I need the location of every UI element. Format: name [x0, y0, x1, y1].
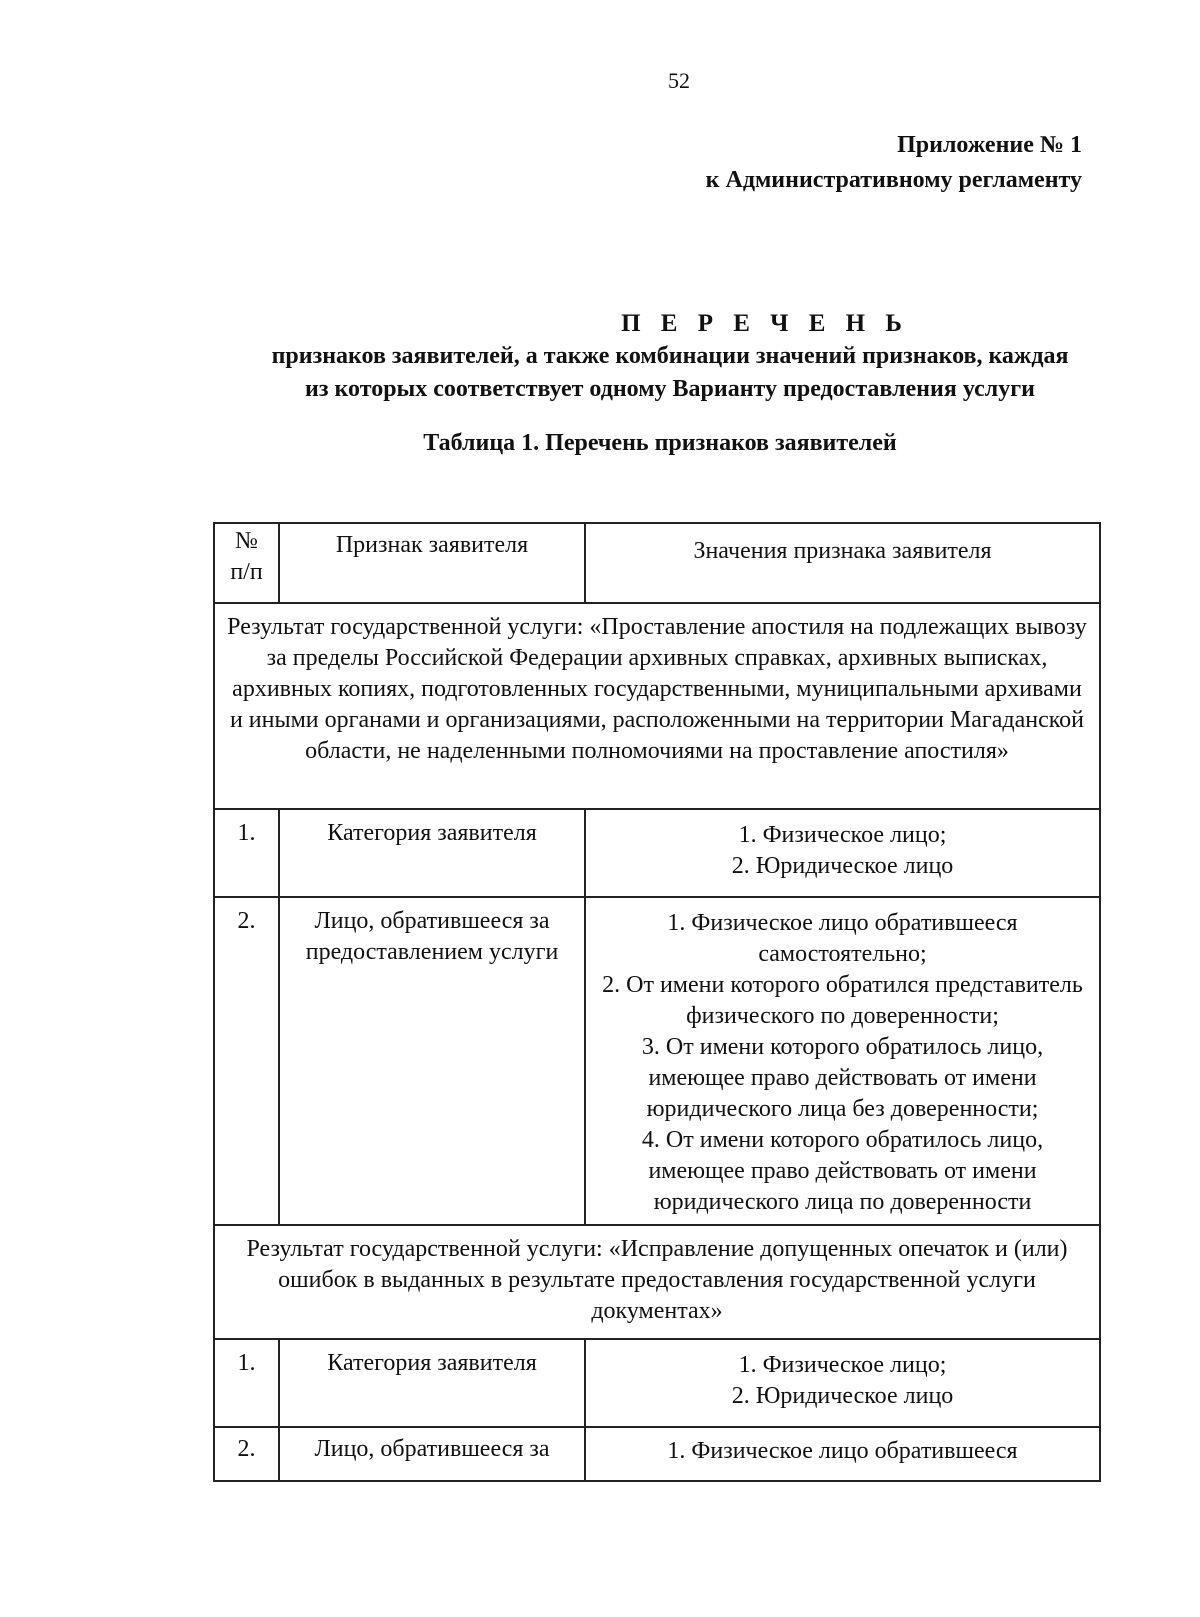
- row-values: [585, 809, 1100, 897]
- table-row: [214, 1339, 1100, 1427]
- row-value-item: 1. Физическое лицо;: [738, 1352, 947, 1378]
- row-value-item: 4. От имени которого обратилось лицо, имеющее право действовать от имени юридического лица по доверенности: [641, 1127, 1044, 1215]
- page-number: 52: [668, 68, 690, 93]
- row-num: 2.: [214, 897, 279, 1225]
- appendix-line-2: к Административному регламенту: [705, 167, 1082, 193]
- row-num: 2.: [214, 1427, 279, 1481]
- header-sign: Признак заявителя: [279, 523, 585, 603]
- row-value-item: 2. От имени которого обратился представитель физического по доверенности;: [602, 972, 1083, 1029]
- row-sign: Лицо, обратившееся за: [279, 1427, 585, 1481]
- table-caption: Таблица 1. Перечень признаков заявителей: [423, 430, 897, 456]
- title-subtitle-line-1: признаков заявителей, а также комбинации значений признаков, каждая: [271, 343, 1069, 369]
- row-sign: Лицо, обратившееся за предоставлением услуги: [279, 897, 585, 1225]
- row-value-item: 2. Юридическое лицо: [731, 853, 954, 879]
- row-value-item: 1. Физическое лицо обратившееся: [667, 1438, 1018, 1464]
- row-value-item: 1. Физическое лицо обратившееся самостоятельно;: [667, 910, 1018, 967]
- section-result-row: [214, 1225, 1100, 1339]
- row-value-item: 3. От имени которого обратилось лицо, имеющее право действовать от имени юридического лица без доверенности;: [641, 1034, 1044, 1122]
- title-subtitle-line-2: из которых соответствует одному Варианту предоставления услуги: [305, 376, 1035, 402]
- section-result-row: [214, 603, 1100, 809]
- title-main: П Е Р Е Ч Е Н Ь: [621, 310, 909, 337]
- row-num: 1.: [214, 1339, 279, 1427]
- row-values: [585, 897, 1100, 1225]
- applicant-signs-table: [213, 522, 1101, 1482]
- table-row: [214, 1427, 1100, 1481]
- appendix-heading: [706, 128, 1082, 198]
- section-result-text: Результат государственной услуги: «Исправление допущенных опечаток и (или) ошибок в выданных в результате предоставления государственной услуги документах»: [214, 1225, 1100, 1339]
- appendix-line-1: Приложение № 1: [897, 132, 1082, 158]
- row-values: [585, 1427, 1100, 1481]
- row-num: 1.: [214, 809, 279, 897]
- row-sign: Категория заявителя: [279, 809, 585, 897]
- table-row: [214, 897, 1100, 1225]
- section-result-text: Результат государственной услуги: «Проставление апостиля на подлежащих вывозу за пределы Российской Федерации архивных справках, архивных выписках, архивных копиях, подготовленных государственными, муниципальными архивами и иными органами и организациями, расположенными на территории Магаданской области, не наделенными полномочиями на проставление апостиля»: [214, 603, 1100, 809]
- header-values: Значения признака заявителя: [585, 523, 1100, 603]
- table-header-row: [214, 523, 1100, 603]
- row-value-item: 1. Физическое лицо;: [738, 822, 947, 848]
- table-row: [214, 809, 1100, 897]
- row-values: [585, 1339, 1100, 1427]
- document-title: [190, 310, 1150, 406]
- row-value-item: 2. Юридическое лицо: [731, 1383, 954, 1409]
- header-num: № п/п: [214, 523, 279, 603]
- row-sign: Категория заявителя: [279, 1339, 585, 1427]
